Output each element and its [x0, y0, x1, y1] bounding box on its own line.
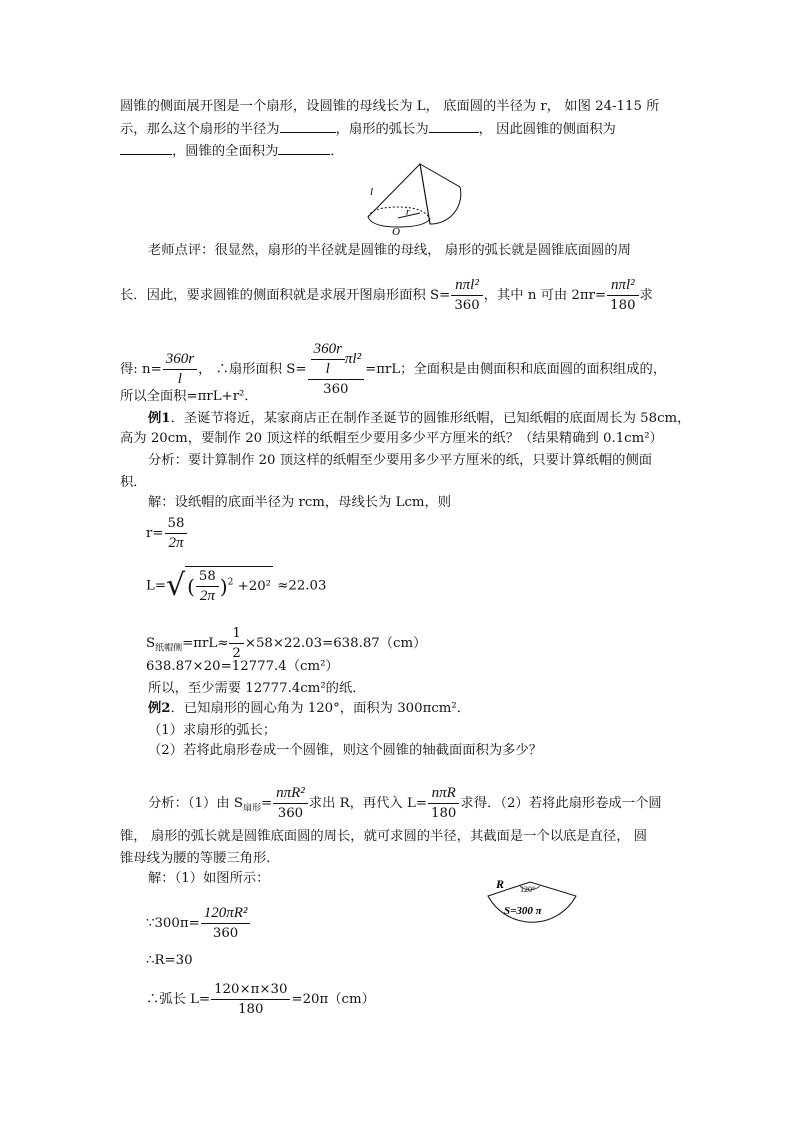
label-o: O: [392, 226, 400, 237]
L-inner-fraction: [196, 567, 219, 606]
analysis-a: 分析：（1）由 S: [148, 796, 243, 811]
eq3-a: ∴弧长 L=: [146, 992, 211, 1007]
s-tail: ×58×22.03=638.87（cm）: [244, 636, 427, 651]
half-den: 2: [232, 646, 241, 661]
cone-right-edge: [420, 164, 430, 224]
example1-solution: [148, 494, 451, 512]
example2-analysis-3: [120, 850, 280, 868]
analysis-frac1-den: 360: [277, 806, 304, 821]
L-approx: ≈22.03: [273, 578, 327, 594]
cone-left-edge: [368, 164, 420, 217]
s-sub: 纸帽侧: [155, 643, 183, 654]
example2-q1-text: （1）求扇形的弧长；: [148, 723, 277, 738]
intro-text-2c: ， 因此圆锥的侧面积为: [478, 122, 616, 137]
s-eq: =πrL≈: [182, 636, 229, 651]
example2-eq1: [146, 904, 251, 943]
example1-total-text: 638.87×20=12777.4（cm²）: [146, 659, 339, 674]
comment-text-3c: =: [365, 362, 377, 377]
example1-analysis-text-1: 分析：要计算制作 20 顶这样的纸帽至少要用多少平方厘米的纸，只要计算纸帽的侧面: [148, 453, 653, 468]
compound-pl2: πl²: [344, 351, 362, 367]
example2-q1: [148, 722, 276, 740]
example2-eq2: [146, 952, 193, 970]
example2-q2: [148, 742, 542, 760]
example2-analysis-text-2: 锥， 扇形的弧长就是圆锥底面圆的周长，就可求圆的半径，其截面是一个以底是直径， 圆: [120, 829, 648, 844]
n-fraction: [163, 350, 197, 389]
pi-symbol-2: π: [376, 362, 385, 377]
n-num: 360r: [163, 350, 197, 370]
arc-num: nπl²: [607, 276, 638, 296]
example2-q2-text: （2）若将此扇形卷成一个圆锥，则这个圆锥的轴截面面积为多少？: [148, 743, 543, 758]
analysis-frac2-num: nπR: [428, 784, 459, 804]
example2-analysis-text-3: 锥母线为腰的等腰三角形．: [120, 851, 280, 866]
comment-line-2: [120, 276, 653, 315]
intro-line-3: [120, 142, 344, 161]
example2-eq3: [146, 980, 375, 1019]
example1-title: 例1: [148, 411, 171, 426]
r-den: 2π: [168, 535, 184, 551]
example1-r-equation: [146, 514, 188, 553]
analysis-frac-1: [273, 784, 308, 823]
example1-conclusion-text: 所以，至少需要 12777.4cm²的纸．: [148, 681, 366, 696]
label-angle: 120°: [520, 885, 536, 894]
comment-text-3b: ， ∴扇形面积 S=: [198, 362, 307, 377]
compound-num: [308, 340, 365, 380]
example2-line-1: [148, 700, 470, 718]
comment-text-1: 老师点评：很显然，扇形的半径就是圆锥的母线， 扇形的弧长就是圆锥底面圆的周: [148, 243, 631, 258]
s-label: S: [146, 636, 156, 651]
label-r: r: [406, 207, 410, 218]
eq3-b: =20π（cm）: [291, 992, 375, 1007]
example1-text-1: ．圣诞节将近，某家商店正在制作圣诞节的圆锥形纸帽，已知纸帽的底面周长为 58cm，: [170, 411, 691, 426]
analysis-b: =: [260, 796, 273, 811]
example2-text-1: ．已知扇形的圆心角为 120°，面积为 300πcm²．: [170, 701, 471, 716]
example1-text-2: 高为 20cm，要制作 20 顶这样的纸帽至少要用多少平方厘米的纸？（结果精确到 0.1cm²）: [120, 431, 663, 446]
sector-area-num: nπl²: [451, 276, 482, 296]
analysis-c: 求出 R，再代入 L=: [308, 796, 428, 811]
intro-text-2a: 示，那么这个扇形的半径为: [120, 122, 280, 137]
r-num: 58: [165, 514, 188, 534]
answer-blank-arc[interactable]: [429, 120, 479, 133]
comment-text-2c: r=: [588, 288, 607, 303]
half-num: 1: [229, 624, 243, 644]
comment-text-4: 所以全面积=πrL+r²．: [120, 389, 258, 404]
cone-base-back: [368, 207, 430, 219]
arc-fraction: [607, 276, 638, 315]
intro-text-2b: ，扇形的弧长为: [335, 122, 429, 137]
answer-blank-total[interactable]: [278, 142, 330, 155]
comment-line-1: [148, 242, 631, 260]
compound-den: 360: [323, 382, 349, 397]
comment-text-2a: 长．因此，要求圆锥的侧面积就是求展开图扇形面积 S=: [120, 288, 451, 303]
r-eq-label: r=: [146, 526, 164, 541]
example1-line-2: [120, 430, 663, 448]
comment-text-2d: 求: [639, 288, 653, 303]
eq3-den: 180: [238, 1002, 264, 1017]
eq1-den: 360: [212, 926, 239, 941]
eq1-num: 120πR²: [201, 904, 251, 924]
L-inner-num: 58: [196, 567, 219, 587]
L-eq-label: L=: [146, 578, 166, 594]
intro-text-3a: ，圆锥的全面积为: [172, 144, 279, 159]
eq1-fraction: [201, 904, 251, 943]
example2-solution-text: 解：（1）如图所示：: [148, 871, 270, 886]
example1-line-1: [148, 410, 690, 428]
example1-solution-text: 解：设纸帽的底面半径为 rcm，母线长为 Lcm，则: [148, 495, 452, 510]
intro-text-1: 圆锥的侧面展开图是一个扇形，设圆锥的母线长为 L， 底面圆的半径为 r， 如图 24-115 所: [120, 99, 660, 114]
r-fraction: [165, 514, 188, 553]
intro-line-2: [120, 120, 616, 139]
pi-symbol: π: [579, 288, 589, 303]
compound-inner-den: l: [325, 361, 330, 377]
example1-analysis-text-2: 积．: [120, 475, 147, 490]
example1-conclusion: [148, 680, 366, 698]
compound-inner-num: 360r: [311, 340, 345, 360]
intro-line-1: [120, 98, 659, 116]
answer-blank-lateral[interactable]: [120, 142, 172, 155]
example1-L-equation: [146, 566, 326, 606]
example2-analysis-1: [148, 784, 662, 823]
label-l: l: [370, 186, 374, 198]
example2-title: 例2: [148, 701, 171, 716]
n-den: l: [177, 371, 182, 387]
sector-area-fraction: [451, 276, 482, 315]
sector-area-compound: [308, 340, 365, 399]
sqrt-expression: √ ( $\frac{58}{2\pi}$ )$^2$ +20²: [165, 568, 272, 604]
comment-text-2b: ，其中 n 可由 2: [483, 288, 580, 303]
cone-sector-figure: [362, 161, 472, 237]
L-inner-den: 2π: [199, 588, 215, 604]
example1-analysis-1: [148, 452, 652, 470]
comment-text-3d: rL；全面积是由侧面积和底面圆的面积组成的，: [385, 362, 667, 377]
comment-text-3a: 得: n=: [120, 362, 162, 377]
answer-blank-radius[interactable]: [280, 120, 336, 133]
sector-arc: [420, 164, 461, 224]
example2-solution: [148, 870, 269, 888]
analysis-d: 求得．（2）若将此扇形卷成一个圆: [460, 796, 662, 811]
comment-line-4: [120, 388, 258, 406]
example2-analysis-2: [120, 828, 647, 846]
analysis-frac-2: [428, 784, 459, 823]
analysis-frac2-den: 180: [431, 806, 457, 821]
example1-total: [146, 658, 339, 676]
eq3-num: 120×π×30: [211, 980, 290, 1000]
label-area: S=300 π: [504, 905, 542, 917]
sector-figure: [480, 876, 590, 936]
example1-analysis-2: [120, 474, 147, 492]
sector-area-den: 360: [454, 298, 480, 313]
analysis-frac1-num: nπR²: [273, 784, 308, 804]
label-R: R: [496, 877, 505, 891]
eq3-fraction: [211, 980, 290, 1019]
intro-text-3b: ．: [330, 144, 344, 159]
eq1-a: ∵300π=: [146, 916, 200, 931]
analysis-sub: 扇形: [242, 803, 261, 814]
arc-den: 180: [610, 298, 636, 313]
eq2-text: ∴R=30: [146, 953, 193, 968]
